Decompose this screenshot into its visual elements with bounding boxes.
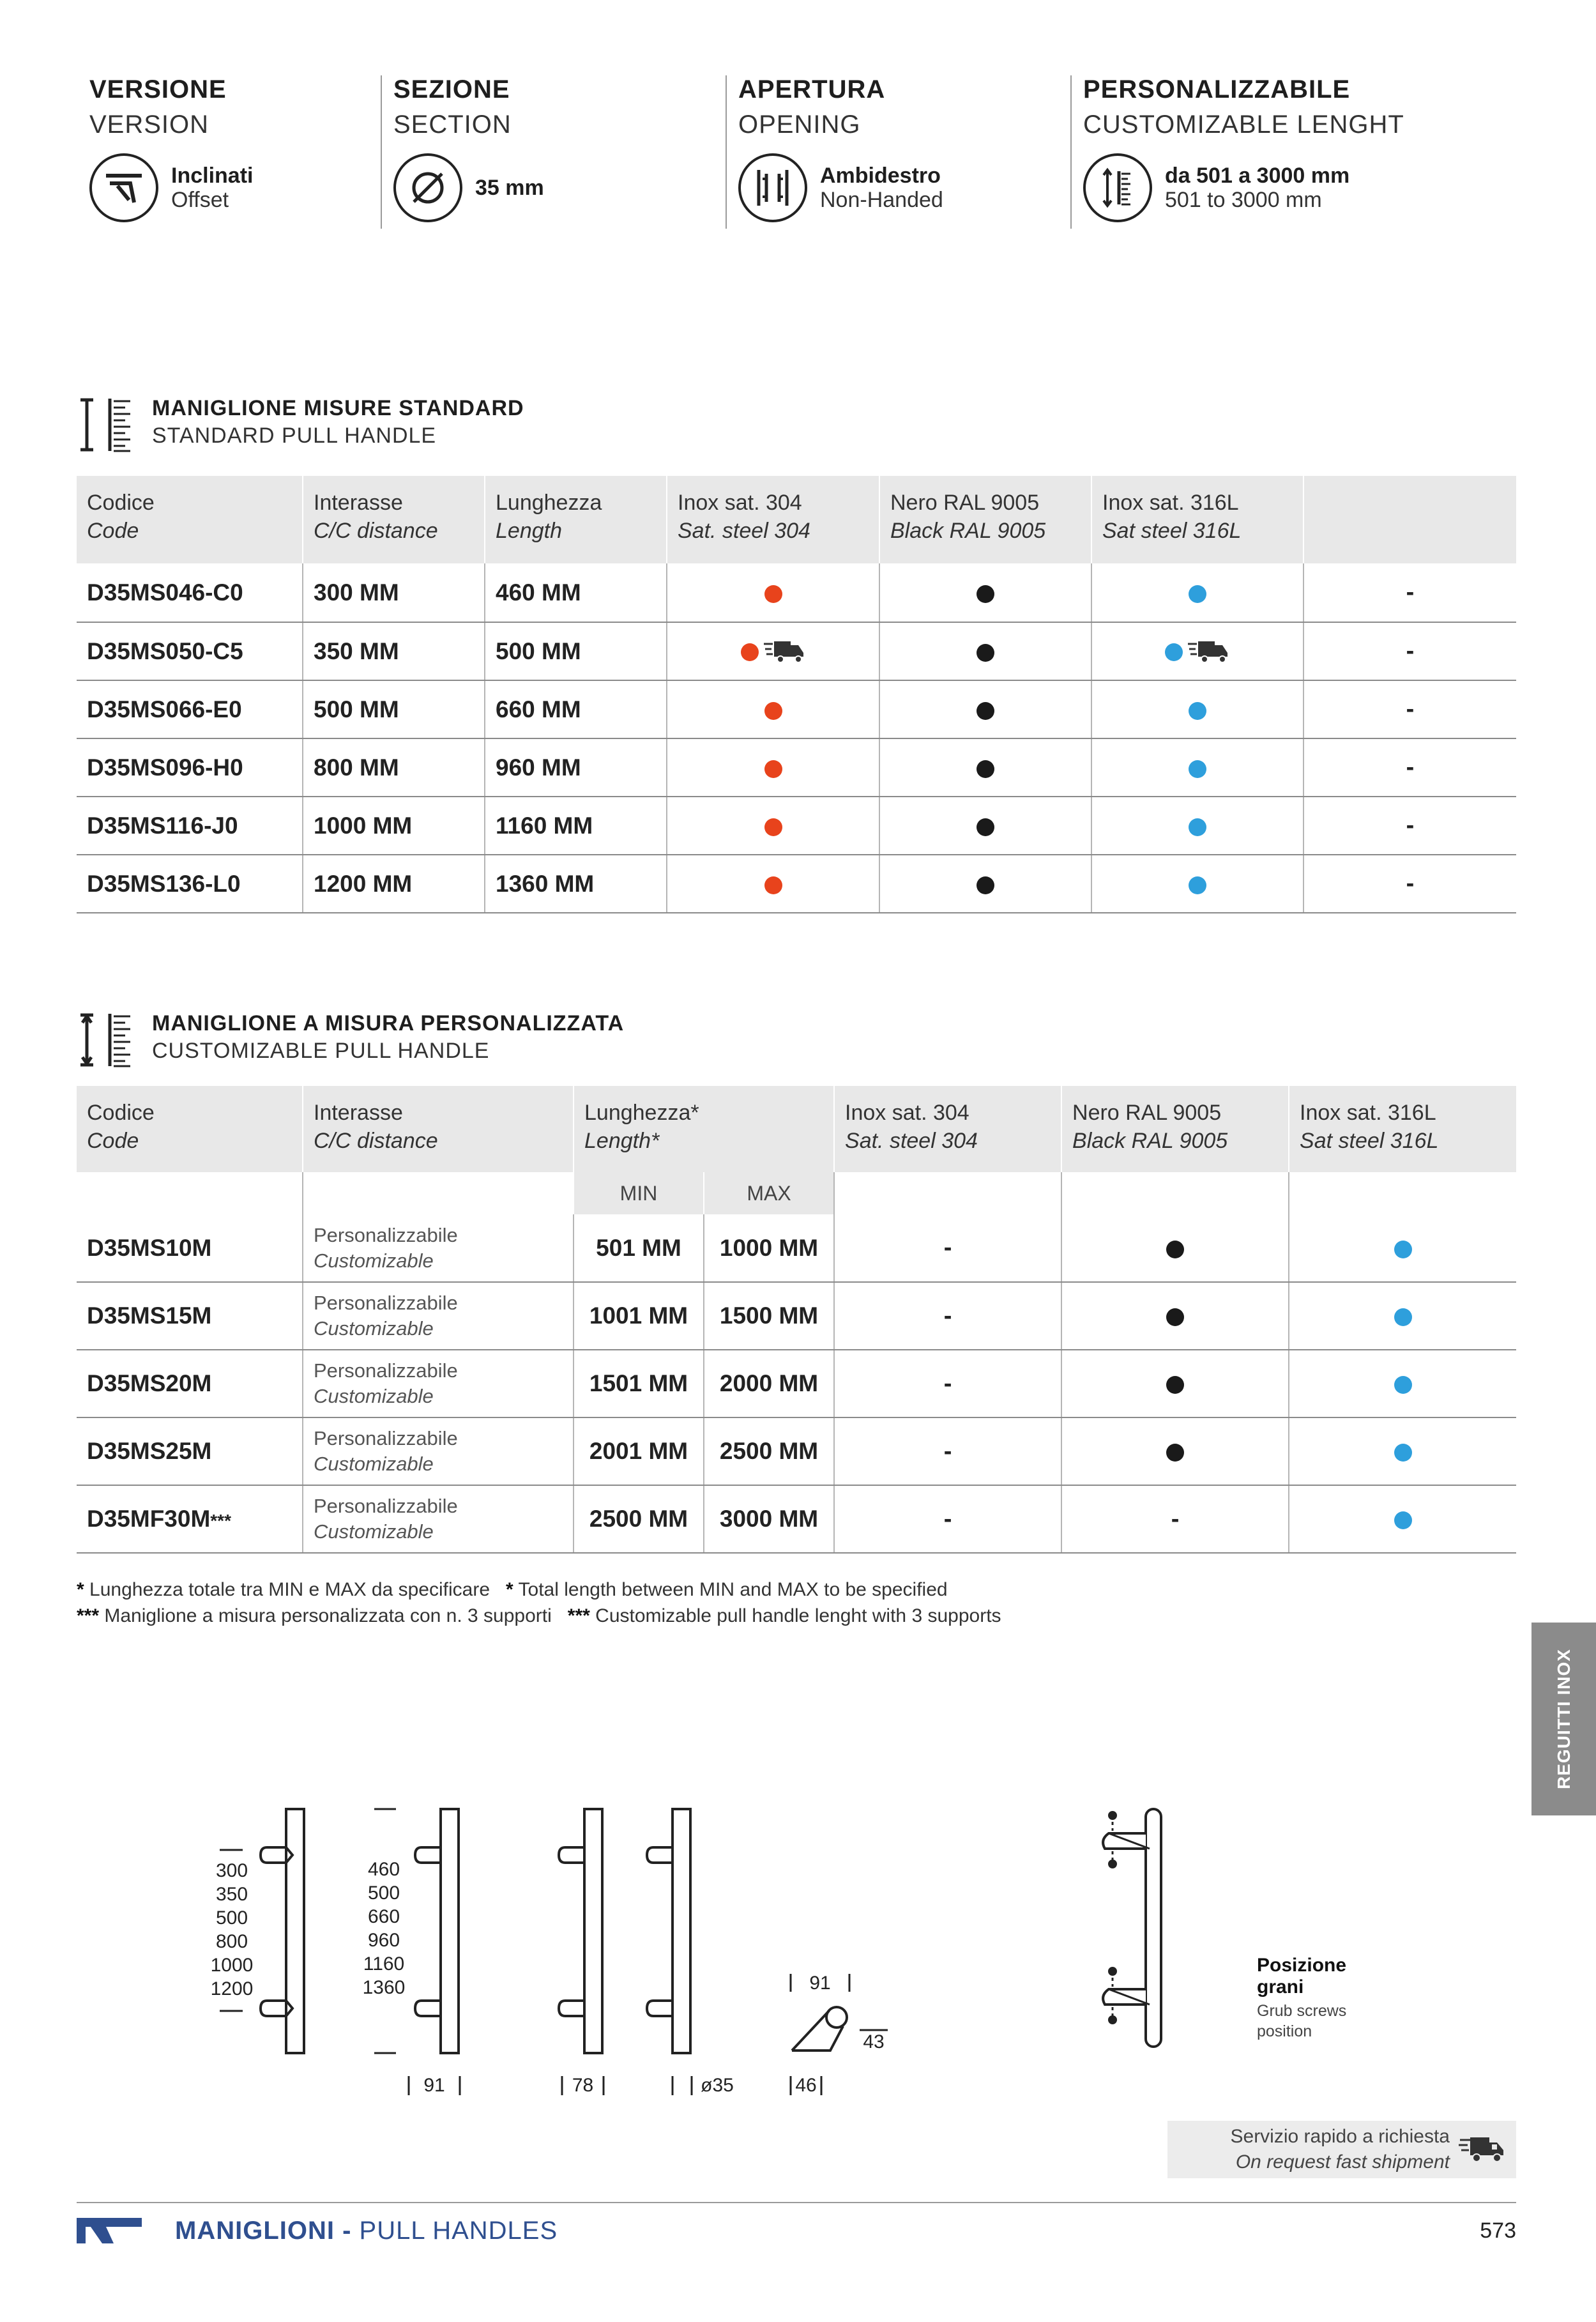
length-cell: 660 MM: [485, 680, 667, 738]
footnote-2: *** Maniglione a misura personalizzata con n. 3 supporti *** Customizable pull handle lenght with 3 supports: [77, 1605, 1001, 1626]
finish-available-dot: [1165, 643, 1183, 661]
code-cell: D35MS25M: [77, 1417, 303, 1485]
code-cell: D35MF30M***: [77, 1485, 303, 1553]
inox316-cell: [1289, 1214, 1516, 1282]
inox304-cell: [667, 622, 879, 680]
extra-cell: -: [1303, 563, 1516, 622]
max-length-cell: 1000 MM: [704, 1214, 834, 1282]
length-cell: 460 MM: [485, 563, 667, 622]
finish-available-dot: [1166, 1444, 1184, 1462]
min-length-cell: 2500 MM: [574, 1485, 704, 1553]
length-cell: 1360 MM: [485, 855, 667, 913]
finish-available-dot: [1394, 1444, 1412, 1462]
cc-cell: Personalizzabile Customizable: [303, 1417, 574, 1485]
page-number: 573: [1480, 2218, 1516, 2243]
cc-values: [203, 1859, 261, 2001]
finish-available-dot: [1189, 818, 1206, 836]
footnotes: [77, 1577, 1001, 1629]
code-cell: D35MS046-C0: [77, 563, 303, 622]
extra-cell: -: [1303, 622, 1516, 680]
inox304-cell: [667, 680, 879, 738]
code-cell: D35MS066-E0: [77, 680, 303, 738]
spec-title: APERTURA: [738, 75, 886, 103]
cc-cell: Personalizzabile Customizable: [303, 1485, 574, 1553]
inox304-cell: -: [834, 1214, 1061, 1282]
finish-available-dot: [764, 818, 782, 836]
length-value: 1160: [363, 1953, 405, 1974]
spec-version: [89, 75, 253, 229]
code-cell: D35MS050-C5: [77, 622, 303, 680]
table-row: [77, 1350, 1516, 1417]
section-title: MANIGLIONE MISURE STANDARD: [152, 396, 524, 420]
section-title: MANIGLIONE A MISURA PERSONALIZZATA: [152, 1011, 625, 1035]
inox304-cell: -: [834, 1282, 1061, 1350]
fast-shipment-it: Servizio rapido a richiesta: [1230, 2126, 1450, 2147]
finish-available-dot: [1394, 1376, 1412, 1394]
col-header-code: Codice Code: [77, 476, 303, 563]
finish-available-dot: [1394, 1241, 1412, 1258]
finish-available-dot: [977, 644, 994, 662]
offset-icon: [89, 153, 158, 222]
finish-available-dot: [764, 585, 782, 603]
grani-subtitle: Grub screws position: [1257, 2002, 1347, 2040]
inox304-cell: -: [834, 1417, 1061, 1485]
nero-cell: [879, 680, 1091, 738]
cc-cell: Personalizzabile Customizable: [303, 1282, 574, 1350]
spec-value: Ambidestro: [820, 164, 941, 188]
grani-title: Posizione grani: [1257, 1955, 1347, 1997]
cc-cell: 350 MM: [303, 622, 485, 680]
inox316-cell: [1289, 1485, 1516, 1553]
table-row: [77, 1417, 1516, 1485]
inox304-cell: -: [834, 1485, 1061, 1553]
spec-value: 35 mm: [475, 176, 544, 200]
customizable-length-icon: [1083, 153, 1152, 222]
min-length-cell: 1001 MM: [574, 1282, 704, 1350]
spec-title: VERSIONE: [89, 75, 227, 103]
nero-cell: [879, 563, 1091, 622]
cc-cell: 1000 MM: [303, 797, 485, 855]
col-header-cc: Interasse C/C distance: [303, 1086, 574, 1172]
table-row: [77, 680, 1516, 738]
fast-shipment-en: On request fast shipment: [1235, 2151, 1450, 2173]
spec-value-en: Non-Handed: [820, 188, 943, 212]
finish-available-dot: [764, 702, 782, 720]
table-row: [77, 622, 1516, 680]
standard-table: [77, 476, 1516, 913]
length-value: 660: [367, 1906, 400, 1927]
inox304-cell: [667, 738, 879, 797]
finish-available-dot: [764, 760, 782, 778]
nero-cell: [879, 855, 1091, 913]
col-header-inox316: Inox sat. 316L Sat steel 316L: [1289, 1086, 1516, 1172]
cc-value: 1200: [210, 1978, 254, 1999]
finish-available-dot: [764, 876, 782, 894]
section-subtitle: STANDARD PULL HANDLE: [152, 424, 437, 448]
finish-available-dot: [1189, 876, 1206, 894]
cc-value: 350: [215, 1884, 248, 1905]
finish-available-dot: [1189, 585, 1206, 603]
length-cell: 500 MM: [485, 622, 667, 680]
dim-78: 78: [572, 2075, 594, 2096]
table-row: [77, 1282, 1516, 1350]
dim-diameter: ø35: [701, 2075, 734, 2096]
max-label: MAX: [704, 1172, 834, 1214]
spec-value: da 501 a 3000 mm: [1165, 164, 1350, 188]
cc-cell: Personalizzabile Customizable: [303, 1214, 574, 1282]
grub-screws-label: [1257, 1955, 1372, 2042]
length-value: 500: [367, 1883, 400, 1904]
custom-heading: [77, 1011, 624, 1069]
inox316-cell: [1091, 855, 1303, 913]
nero-cell: [1061, 1350, 1289, 1417]
non-handed-icon: [738, 153, 807, 222]
truck-icon: [1459, 2135, 1506, 2164]
finish-available-dot: [1394, 1511, 1412, 1529]
finish-available-dot: [741, 643, 759, 661]
inox316-cell: [1091, 797, 1303, 855]
col-header-length: Lunghezza* Length*: [574, 1086, 834, 1172]
dim-support-width: 91: [809, 1973, 831, 1994]
spec-opening: [738, 75, 943, 229]
length-value: 1360: [362, 1977, 406, 1998]
standard-length-icon: [77, 396, 138, 454]
col-header-inox304: Inox sat. 304 Sat. steel 304: [834, 1086, 1061, 1172]
max-length-cell: 2000 MM: [704, 1350, 834, 1417]
code-cell: D35MS15M: [77, 1282, 303, 1350]
inox316-cell: [1091, 622, 1303, 680]
dim-91: 91: [423, 2075, 445, 2096]
spec-subtitle: VERSION: [89, 111, 209, 139]
finish-available-dot: [1394, 1308, 1412, 1326]
max-length-cell: 2500 MM: [704, 1417, 834, 1485]
spec-title: PERSONALIZZABILE: [1083, 75, 1351, 103]
nero-cell: [879, 622, 1091, 680]
finish-available-dot: [1189, 702, 1206, 720]
inox316-cell: [1091, 563, 1303, 622]
code-cell: D35MS10M: [77, 1214, 303, 1282]
inox316-cell: [1091, 680, 1303, 738]
inox316-cell: [1091, 738, 1303, 797]
cc-cell: 500 MM: [303, 680, 485, 738]
spec-value-en: Offset: [171, 188, 229, 212]
finish-available-dot: [977, 818, 994, 836]
spec-subtitle: OPENING: [738, 111, 861, 139]
inox316-cell: [1289, 1282, 1516, 1350]
finish-available-dot: [1166, 1241, 1184, 1258]
length-value: 460: [367, 1859, 400, 1880]
finish-available-dot: [1189, 760, 1206, 778]
nero-cell: -: [1061, 1485, 1289, 1553]
inox304-cell: [667, 855, 879, 913]
dim-support-height: 43: [863, 2031, 885, 2052]
spec-subtitle: SECTION: [393, 111, 512, 139]
cc-cell: Personalizzabile Customizable: [303, 1350, 574, 1417]
finish-available-dot: [977, 876, 994, 894]
finish-available-dot: [1166, 1376, 1184, 1394]
cc-value: 800: [215, 1931, 248, 1952]
fast-shipment-box: [1167, 2121, 1516, 2178]
divider: [381, 75, 382, 229]
finish-available-dot: [977, 702, 994, 720]
col-header-code: Codice Code: [77, 1086, 303, 1172]
inox316-cell: [1289, 1417, 1516, 1485]
nero-cell: [879, 797, 1091, 855]
cc-value: 500: [215, 1907, 248, 1929]
cc-value: 1000: [210, 1955, 254, 1976]
table-row: [77, 1214, 1516, 1282]
table-row: [77, 1485, 1516, 1553]
footnote-1: * Lunghezza totale tra MIN e MAX da specificare * Total length between MIN and MAX to be specified: [77, 1579, 948, 1600]
extra-cell: -: [1303, 680, 1516, 738]
spec-value-en: 501 to 3000 mm: [1165, 188, 1322, 212]
inox304-cell: [667, 797, 879, 855]
footer-title: MANIGLIONI - PULL HANDLES: [175, 2216, 558, 2245]
cc-cell: 800 MM: [303, 738, 485, 797]
divider: [726, 75, 727, 229]
nero-cell: [1061, 1282, 1289, 1350]
fast-shipment-truck-icon: [764, 639, 806, 666]
spec-value: Inclinati: [171, 164, 254, 188]
min-length-cell: 2001 MM: [574, 1417, 704, 1485]
footer: [77, 2211, 1516, 2250]
extra-cell: -: [1303, 797, 1516, 855]
col-header-inox304: Inox sat. 304 Sat. steel 304: [667, 476, 879, 563]
code-cell: D35MS096-H0: [77, 738, 303, 797]
spec-title: SEZIONE: [393, 75, 510, 103]
inox304-cell: -: [834, 1350, 1061, 1417]
col-header-nero: Nero RAL 9005 Black RAL 9005: [1061, 1086, 1289, 1172]
divider: [1070, 75, 1072, 229]
standard-heading: [77, 396, 524, 454]
extra-cell: -: [1303, 855, 1516, 913]
spec-section: [393, 75, 544, 229]
min-length-cell: 501 MM: [574, 1214, 704, 1282]
col-header-inox316: Inox sat. 316L Sat steel 316L: [1091, 476, 1303, 563]
length-values: [355, 1858, 413, 1999]
nero-cell: [1061, 1417, 1289, 1485]
custom-table: [77, 1086, 1516, 1554]
min-length-cell: 1501 MM: [574, 1350, 704, 1417]
nero-cell: [879, 738, 1091, 797]
code-cell: D35MS136-L0: [77, 855, 303, 913]
table-row: [77, 738, 1516, 797]
min-label: MIN: [574, 1172, 704, 1214]
footer-divider: [77, 2202, 1516, 2203]
fast-shipment-truck-icon: [1188, 639, 1230, 666]
brand-logo: [77, 2218, 142, 2243]
col-header-empty: [1303, 476, 1516, 563]
cc-cell: 300 MM: [303, 563, 485, 622]
customizable-length-icon: [77, 1011, 138, 1069]
spec-strip: [77, 75, 1520, 232]
inox316-cell: [1289, 1350, 1516, 1417]
diameter-icon: [393, 153, 462, 222]
inox304-cell: [667, 563, 879, 622]
code-cell: D35MS20M: [77, 1350, 303, 1417]
table-row: [77, 855, 1516, 913]
finish-available-dot: [977, 760, 994, 778]
col-header-cc: Interasse C/C distance: [303, 476, 485, 563]
cc-value: 300: [215, 1860, 248, 1881]
table-row: [77, 797, 1516, 855]
col-header-length: Lunghezza Length: [485, 476, 667, 563]
length-cell: 960 MM: [485, 738, 667, 797]
max-length-cell: 3000 MM: [704, 1485, 834, 1553]
finish-available-dot: [1166, 1308, 1184, 1326]
code-cell: D35MS116-J0: [77, 797, 303, 855]
spec-customizable: [1083, 75, 1404, 229]
spec-subtitle: CUSTOMIZABLE LENGHT: [1083, 111, 1404, 139]
finish-available-dot: [977, 585, 994, 603]
side-tab: REGUITTI INOX: [1531, 1623, 1596, 1815]
section-subtitle: CUSTOMIZABLE PULL HANDLE: [152, 1039, 490, 1063]
cc-cell: 1200 MM: [303, 855, 485, 913]
extra-cell: -: [1303, 738, 1516, 797]
max-length-cell: 1500 MM: [704, 1282, 834, 1350]
table-row: [77, 563, 1516, 622]
col-header-nero: Nero RAL 9005 Black RAL 9005: [879, 476, 1091, 563]
nero-cell: [1061, 1214, 1289, 1282]
dim-support-depth: 46: [795, 2075, 817, 2096]
length-value: 960: [367, 1930, 400, 1951]
length-cell: 1160 MM: [485, 797, 667, 855]
